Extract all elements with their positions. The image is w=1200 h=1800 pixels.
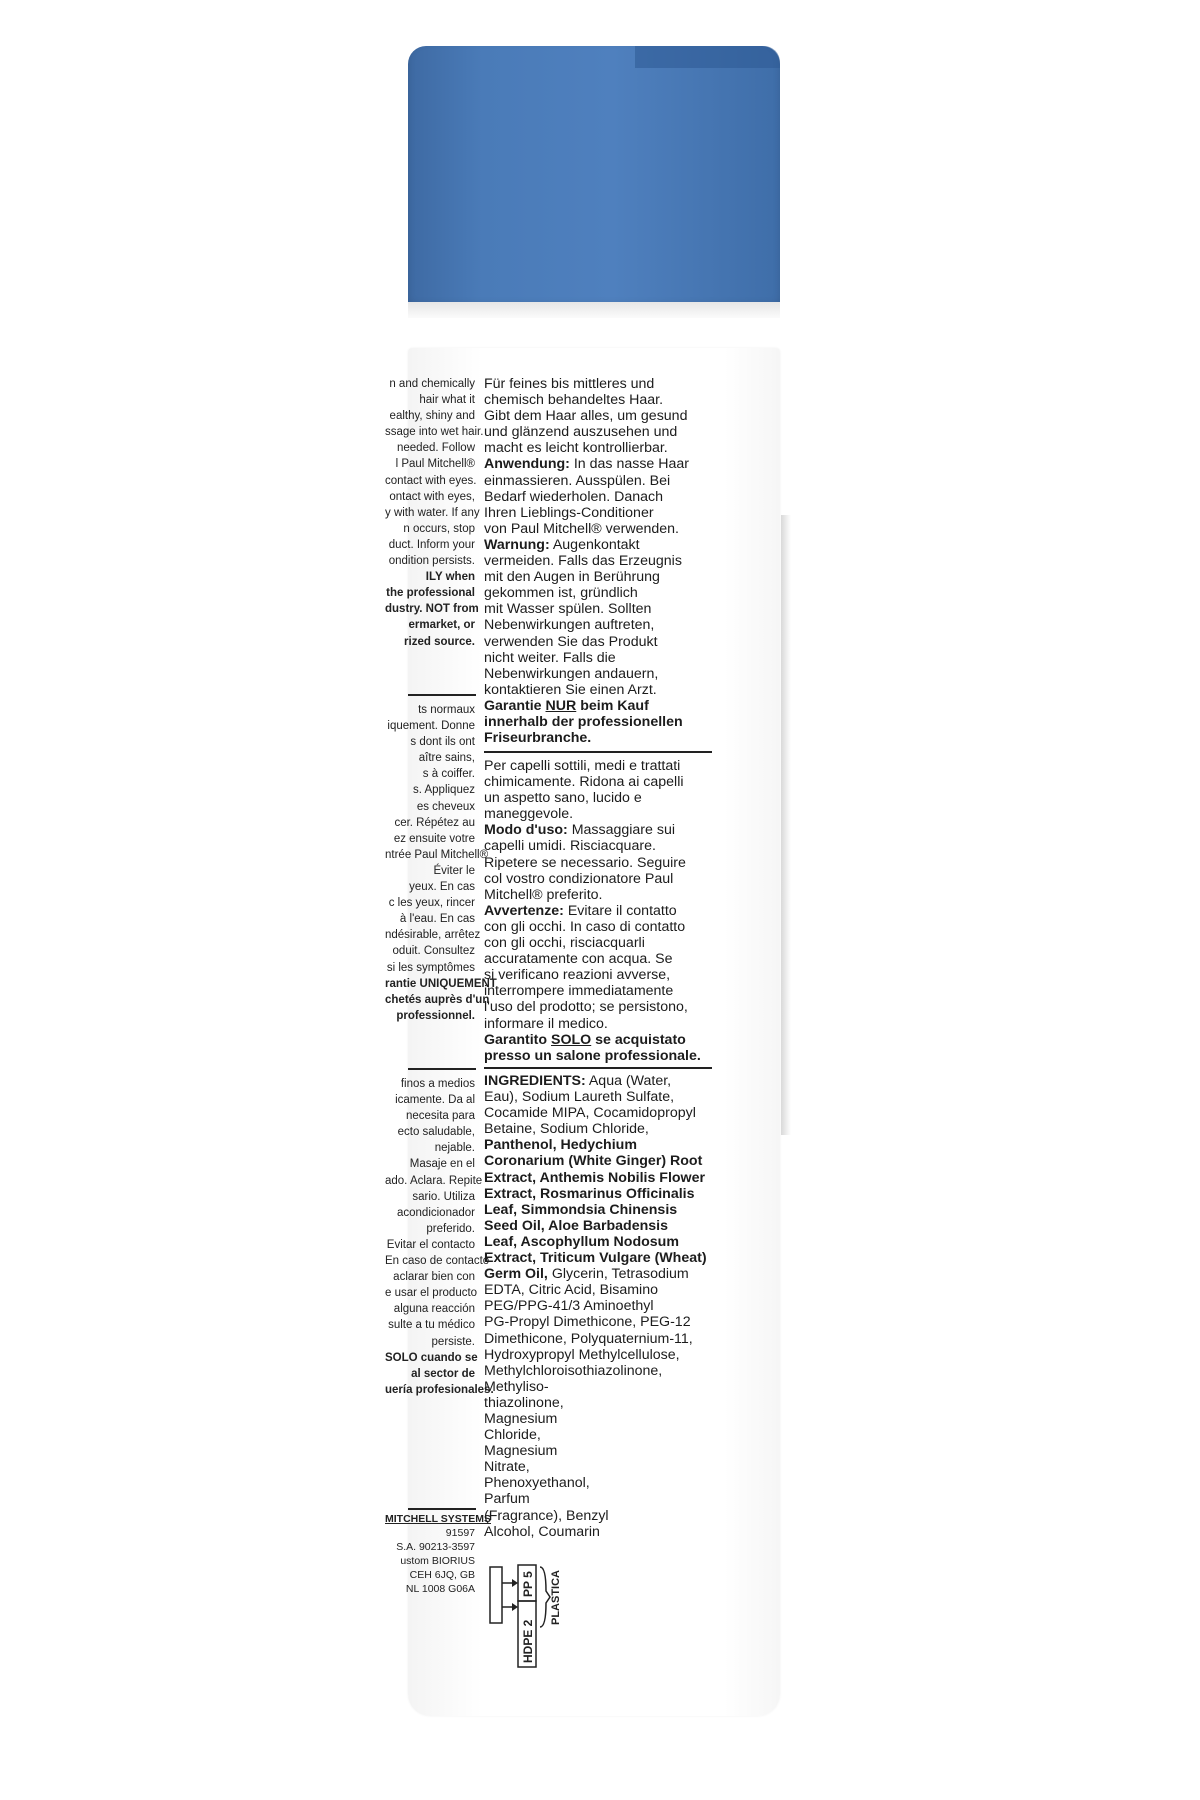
text-line: Bedarf wiederholen. Danach xyxy=(484,488,664,505)
text-line: Leaf, Ascophyllum Nodosum xyxy=(484,1233,679,1250)
cut-line: n and chemically xyxy=(389,378,475,390)
cut-line: CEH 6JQ, GB xyxy=(409,1569,475,1581)
text-line: PEG/PPG-41/3 Aminoethyl xyxy=(484,1298,654,1315)
cut-line: contact with eyes. xyxy=(385,474,477,487)
text-line: capelli umidi. Risciacquare. xyxy=(484,838,656,855)
text-line: innerhalb der professionellen xyxy=(484,713,683,730)
text-line: Für feines bis mittleres und xyxy=(484,376,655,392)
text-line: Ihren Lieblings-Conditioner xyxy=(484,504,654,521)
text-line: nicht weiter. Falls die xyxy=(484,649,616,666)
cut-line: l Paul Mitchell® xyxy=(395,458,475,471)
cut-line: icamente. Da al xyxy=(395,1094,475,1107)
text-line: Anwendung: In das nasse Haar xyxy=(484,456,689,473)
text-line: accuratamente con acqua. Se xyxy=(484,951,673,968)
text-line: Methylchloroisothiazolinone, xyxy=(484,1362,663,1379)
cut-line: MITCHELL SYSTEMS xyxy=(385,1513,491,1525)
cut-line: cer. Répétez au xyxy=(394,816,475,829)
text-line: Leaf, Simmondsia Chinensis xyxy=(484,1201,678,1218)
cut-line: s dont ils ont xyxy=(410,736,475,749)
cut-line: ssage into wet hair. xyxy=(385,426,484,439)
text-line: l'uso del prodotto; se persistono, xyxy=(484,999,688,1016)
cut-line: iquement. Donne xyxy=(387,720,475,733)
cut-line: NL 1008 G06A xyxy=(405,1583,475,1595)
cut-line: si les symptômes xyxy=(386,961,475,974)
cut-english-text xyxy=(385,376,484,650)
cut-line: Masaje en el xyxy=(409,1158,475,1171)
cut-line: aclarar bien con xyxy=(393,1271,475,1284)
bottle-side-panel xyxy=(781,515,791,1135)
text-line: Alcohol, Coumarin xyxy=(484,1523,600,1540)
divider xyxy=(484,751,712,753)
text-line: kontaktieren Sie einen Arzt. xyxy=(484,681,657,698)
cut-line: al sector de xyxy=(411,1367,475,1380)
cut-line: ts normaux xyxy=(418,704,475,716)
text-line: Per capelli sottili, medi e trattati xyxy=(484,758,681,774)
cut-line: acondicionador xyxy=(396,1206,475,1219)
text-line: vermeiden. Falls das Erzeugnis xyxy=(484,553,682,570)
cut-line: sario. Utiliza xyxy=(412,1190,475,1203)
text-line: Panthenol, Hedychium xyxy=(484,1137,637,1154)
brace xyxy=(540,1567,550,1627)
text-line: Parfum xyxy=(484,1491,530,1508)
cut-line: s à coiffer. xyxy=(422,768,475,781)
text-line: verwenden Sie das Produkt xyxy=(484,633,658,650)
cut-line: duct. Inform your xyxy=(388,538,475,551)
cut-line: ealthy, shiny and xyxy=(389,410,475,423)
bottle-cap xyxy=(408,46,780,308)
cut-line: y with water. If any xyxy=(385,506,480,519)
text-line: (Fragrance), Benzyl xyxy=(484,1507,609,1524)
text-line: Chloride, xyxy=(484,1427,541,1444)
text-line: interrompere immediatamente xyxy=(484,983,674,1000)
text-line: und glänzend auszusehen und xyxy=(484,424,678,441)
text-line: con gli occhi. In caso di contatto xyxy=(484,918,686,935)
cut-line: nejable. xyxy=(434,1142,475,1155)
cut-line: sulte a tu médico xyxy=(388,1319,475,1332)
cut-line: needed. Follow xyxy=(397,442,475,455)
cut-line: à l'eau. En cas xyxy=(399,913,475,926)
text-line: EDTA, Citric Acid, Bisamino xyxy=(484,1282,658,1299)
text-line: macht es leicht kontrollierbar. xyxy=(484,440,668,457)
divider xyxy=(408,1068,476,1070)
cut-line: professionnel. xyxy=(396,1009,475,1022)
cut-french-text xyxy=(385,702,497,1024)
text-line: Mitchell® preferito. xyxy=(484,886,603,903)
cap-flip-notch xyxy=(635,46,780,68)
cut-line: S.A. 90213-3597 xyxy=(396,1541,475,1553)
text-line: Nebenwirkungen auftreten, xyxy=(484,617,655,634)
cut-line: c les yeux, rincer xyxy=(388,897,475,910)
text-line: mit den Augen in Berührung xyxy=(484,569,660,586)
text-line: Friseurbranche. xyxy=(484,730,592,747)
text-line: Avvertenze: Evitare il contatto xyxy=(484,902,677,919)
text-line: si verificano reazioni avverse, xyxy=(484,967,671,984)
cut-line: ndésirable, arrêtez xyxy=(385,929,481,942)
text-line: Betaine, Sodium Chloride, xyxy=(484,1121,649,1138)
cut-line: necesita para xyxy=(405,1110,475,1123)
text-line: chemisch behandeltes Haar. xyxy=(484,392,664,409)
text-line: Extract, Anthemis Nobilis Flower xyxy=(484,1169,706,1186)
cut-line: ntrée Paul Mitchell® xyxy=(385,848,489,861)
text-line: mit Wasser spülen. Sollten xyxy=(484,601,652,618)
arrow-head xyxy=(512,1579,518,1587)
divider xyxy=(484,1067,712,1069)
cut-line: ado. Aclara. Repite xyxy=(385,1174,483,1187)
cut-line: ondition persists. xyxy=(388,555,475,568)
cut-line: Evitar el contacto xyxy=(386,1238,475,1251)
text-line: PG-Propyl Dimethicone, PEG-12 xyxy=(484,1314,691,1331)
text-line: Gibt dem Haar alles, um gesund xyxy=(484,408,688,425)
german-label-text xyxy=(484,376,689,746)
text-line: un aspetto sano, lucido e xyxy=(484,790,642,807)
text-line: Modo d'uso: Massaggiare sui xyxy=(484,822,675,839)
arrow-head xyxy=(512,1603,518,1611)
text-line: Methyliso- xyxy=(484,1378,549,1395)
text-line: gekommen ist, gründlich xyxy=(484,585,638,602)
cut-footer-text xyxy=(385,1512,491,1596)
text-line: Magnesium xyxy=(484,1410,558,1427)
cut-line: ez ensuite votre xyxy=(393,832,475,845)
text-line: Coronarium (White Ginger) Root xyxy=(484,1153,703,1170)
text-line: Germ Oil, Glycerin, Tetrasodium xyxy=(484,1266,689,1283)
text-line: Nitrate, xyxy=(484,1459,530,1476)
cut-line: En caso de contacto xyxy=(385,1255,490,1268)
text-line: Eau), Sodium Laureth Sulfate, xyxy=(484,1089,675,1106)
cut-line: ustom BIORIUS xyxy=(400,1555,475,1567)
text-line: chimicamente. Ridona ai capelli xyxy=(484,774,684,791)
text-line: Extract, Rosmarinus Officinalis xyxy=(484,1185,695,1202)
text-line: presso un salone professionale. xyxy=(484,1047,701,1064)
divider xyxy=(408,1508,476,1510)
cut-line: chetés auprès d'un xyxy=(385,993,490,1006)
cut-line: ILY when xyxy=(425,571,475,584)
cap-seam xyxy=(408,302,780,318)
text-line: Seed Oil, Aloe Barbadensis xyxy=(484,1217,668,1234)
cut-line: yeux. En cas xyxy=(409,881,475,894)
cut-spanish-text xyxy=(385,1076,494,1398)
cut-line: ecto saludable, xyxy=(397,1126,475,1139)
cut-line: 91597 xyxy=(445,1527,475,1539)
cut-line: aître sains, xyxy=(418,752,475,765)
italian-label-text xyxy=(484,758,701,1064)
cut-line: persiste. xyxy=(431,1335,475,1348)
text-line: Warnung: Augenkontakt xyxy=(484,536,640,553)
text-line: thiazolinone, xyxy=(484,1394,564,1411)
text-line: Ripetere se necessario. Seguire xyxy=(484,854,686,871)
plastica-label: PLASTICA xyxy=(550,1570,562,1625)
code-pp5: PP 5 xyxy=(521,1571,535,1597)
cut-line: ermarket, or xyxy=(408,619,475,632)
cut-line: uería profesionales. xyxy=(385,1383,494,1396)
cut-line: ontact with eyes, xyxy=(389,490,475,503)
cut-line: es cheveux xyxy=(416,800,475,813)
cut-line: dustry. NOT from xyxy=(385,603,479,616)
text-line: informare il medico. xyxy=(484,1015,608,1032)
cut-line: preferido. xyxy=(426,1222,475,1235)
cut-line: SOLO cuando se xyxy=(385,1351,478,1364)
text-line: Dimethicone, Polyquaternium-11, xyxy=(484,1330,693,1347)
cut-line: rantie UNIQUEMENT xyxy=(385,977,497,990)
recycle-frame xyxy=(490,1567,502,1623)
text-line: Extract, Triticum Vulgare (Wheat) xyxy=(484,1250,707,1267)
text-line: Nebenwirkungen andauern, xyxy=(484,665,659,682)
cut-line: finos a medios xyxy=(400,1078,475,1090)
text-line: Garantie NUR beim Kauf xyxy=(484,697,649,714)
cut-line: the professional xyxy=(386,587,475,600)
cut-line: rized source. xyxy=(404,635,475,648)
recycling-code-icon xyxy=(488,1561,560,1699)
text-line: con gli occhi, risciacquarli xyxy=(484,935,645,952)
text-line: von Paul Mitchell® verwenden. xyxy=(484,520,679,537)
text-line: Magnesium xyxy=(484,1443,558,1460)
code-hdpe2: HDPE 2 xyxy=(521,1619,535,1663)
text-line: INGREDIENTS: Aqua (Water, xyxy=(484,1073,672,1089)
text-line: Hydroxypropyl Methylcellulose, xyxy=(484,1346,680,1363)
cut-line: e usar el producto xyxy=(385,1287,478,1300)
cut-line: oduit. Consultez xyxy=(392,945,475,958)
cut-line: Éviter le xyxy=(433,864,475,877)
ingredients-text xyxy=(484,1073,707,1540)
cut-line: hair what it xyxy=(419,394,475,407)
text-line: maneggevole. xyxy=(484,806,574,823)
cut-line: alguna reacción xyxy=(393,1303,475,1316)
text-line: einmassieren. Ausspülen. Bei xyxy=(484,472,671,489)
text-line: Cocamide MIPA, Cocamidopropyl xyxy=(484,1105,696,1122)
text-line: Garantito SOLO se acquistato xyxy=(484,1031,686,1048)
divider xyxy=(408,694,476,696)
text-line: Phenoxyethanol, xyxy=(484,1475,590,1492)
cut-line: s. Appliquez xyxy=(412,784,475,797)
text-line: col vostro condizionatore Paul xyxy=(484,870,674,887)
cut-line: n occurs, stop xyxy=(403,522,475,535)
